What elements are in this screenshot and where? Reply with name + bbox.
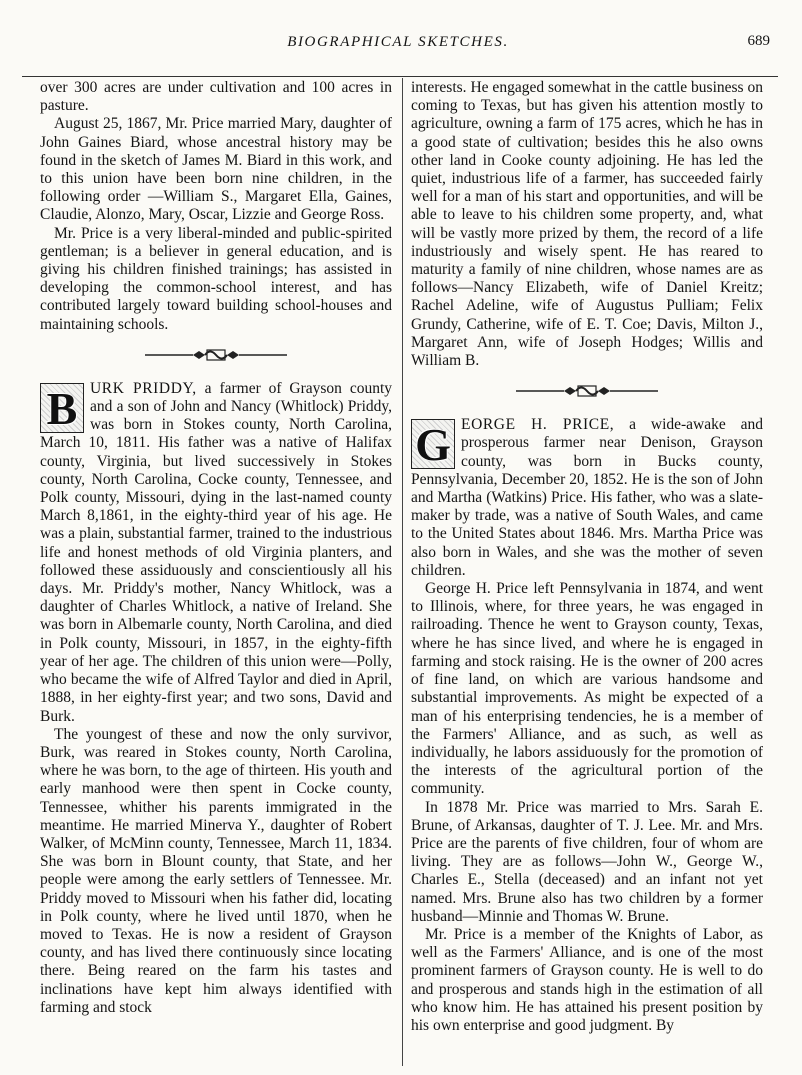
section-ornament-icon	[40, 340, 392, 370]
burk-priddy-entry	[40, 380, 392, 1017]
column-divider	[402, 78, 403, 1066]
section-ornament-icon	[411, 376, 763, 406]
price-marriage-paragraph: August 25, 1867, Mr. Price married Mary, daughter of John Gaines Biard, whose ancestral history may be found in the sketch of James M. Biard in this work, and to this union have been born nine children, in the following order —William S., Margaret Ella, Gaines, Claudie, Alonzo, Mary, Oscar, Lizzie and George Ross.	[40, 115, 392, 224]
dropcap-b: B	[40, 383, 84, 433]
george-name-heading: EORGE H. PRICE,	[461, 416, 615, 434]
running-title: BIOGRAPHICAL SKETCHES.	[287, 34, 509, 50]
page-header	[18, 30, 778, 56]
george-career-paragraph: George H. Price left Pennsylvania in 1874, and went to Illinois, where, for three years, he was engaged in railroading. Thence he went to Grayson county, Texas, where he has since lived, and where he is engaged in farming and stock raising. He is the owner of 200 acres of fine land, on which are various handsome and substantial improvements. As might be expected of a man of his enterprising tendencies, he is a member of the Farmers' Alliance, and as such, as well as individually, he labors assiduously for the promotion of the interests of the agricultural portion of the community.	[411, 580, 763, 798]
burk-first-paragraph: a farmer of Grayson county and a son of John and Nancy (Whitlock) Priddy, was born in Stokes county, North Carolina, March 10, 1811. His father was a native of Halifax county, Virginia, but lived successively in Stokes county, North Carolina, Cocke county, Tennessee, and Polk county, Missouri, dying in the last-named county March 8,1861, in the eighty-third year of his age. He was a plain, substantial farmer, trained to the industrious life and honest methods of old Virginia planters, and followed these assiduously and conscientiously all his days. Mr. Priddy's mother, Nancy Whitlock, was a daughter of Charles Whitlock, a native of Ireland. She was born in Albemarle county, North Carolina, and died in Polk county, Missouri, in 1857, in the eighty-fifth year of her age. The children of this union were—Polly, who became the wife of Alfred Taylor and died in April, 1888, in her eighty-first year; and two sons, David and Burk.	[40, 379, 392, 725]
dropcap-g: G	[411, 419, 455, 469]
left-column	[40, 79, 392, 1067]
burk-name-heading: URK PRIDDY,	[90, 379, 197, 397]
right-column	[411, 79, 763, 1067]
page-number: 689	[747, 33, 770, 49]
george-family-paragraph: In 1878 Mr. Price was married to Mrs. Sarah E. Brune, of Arkansas, daughter of T. J. Lee. Mr. and Mrs. Price are the parents of five children, four of whom are living. They are as follows—John W., George W., Charles E., Stella (deceased) and an infant not yet named. Mrs. Brune also has two children by a former husband—Minnie and Thomas W. Brune.	[411, 798, 763, 925]
george-first-paragraph: a wide-awake and prosperous farmer near Denison, Grayson county, was born in Bucks county, Pennsylvania, December 20, 1852. He is the son of John and Martha (Watkins) Price. His father, who was a slate-maker by trade, was a native of South Wales, and came to the United States about 1846. Mrs. Martha Price was also born in Wales, and she was the mother of seven children.	[411, 416, 763, 579]
burk-second-paragraph: The youngest of these and now the only survivor, Burk, was reared in Stokes county, North Carolina, where he was born, to the age of thirteen. His youth and early manhood were then spent in Cocke county, Tennessee, whither his parents immigrated in the meantime. He married Minerva Y., daughter of Robert Walker, of McMinn county, Tennessee, March 11, 1834. She was born in Blount county, that State, and her people were among the early settlers of Tennessee. Mr. Priddy moved to Missouri when his father did, locating in Polk county, where he lived until 1870, when he moved to Texas. He is now a resident of Grayson county, and has lived there continuously since locating there. Being reared on the farm his tastes and inclinations have kept him always identified with farming and stock	[40, 725, 392, 1016]
header-rule	[22, 76, 778, 77]
george-price-entry	[411, 416, 763, 1035]
price-continuation-paragraph: over 300 acres are under cultivation and 100 acres in pasture.	[40, 79, 392, 115]
price-character-paragraph: Mr. Price is a very liberal-minded and public-spirited gentleman; is a believer in general education, and is giving his children finished trainings; has assisted in developing the common-school interest, and has contributed largely toward building school-houses and maintaining schools.	[40, 224, 392, 333]
burk-continuation-paragraph: interests. He engaged somewhat in the cattle business on coming to Texas, but has given his attention mostly to agriculture, owning a farm of 175 acres, which he has in a good state of cultivation; besides this he also owns other land in Cooke county adjoining. He has led the quiet, industrious life of a farmer, has succeeded fairly well for a man of his start and opportunities, and will be able to leave to his children some property, and, what will be vastly more prized by them, the record of a life industriously and wisely spent. He has reared to maturity a family of nine children, whose names are as follows—Nancy Elizabeth, wife of Daniel Kreitz; Rachel Adeline, wife of Augustus Pulliam; Felix Grundy, Catherine, wife of E. T. Coe; Davis, Milton J., Margaret Ann, wife of Joseph Hodges; Willis and William B.	[411, 79, 763, 370]
george-standing-paragraph: Mr. Price is a member of the Knights of Labor, as well as the Farmers' Alliance, and is one of the most prominent farmers of Grayson county. He is well to do and prosperous and stands high in the estimation of all who know him. He has attained his present position by his own enterprise and good judgment. By	[411, 925, 763, 1034]
